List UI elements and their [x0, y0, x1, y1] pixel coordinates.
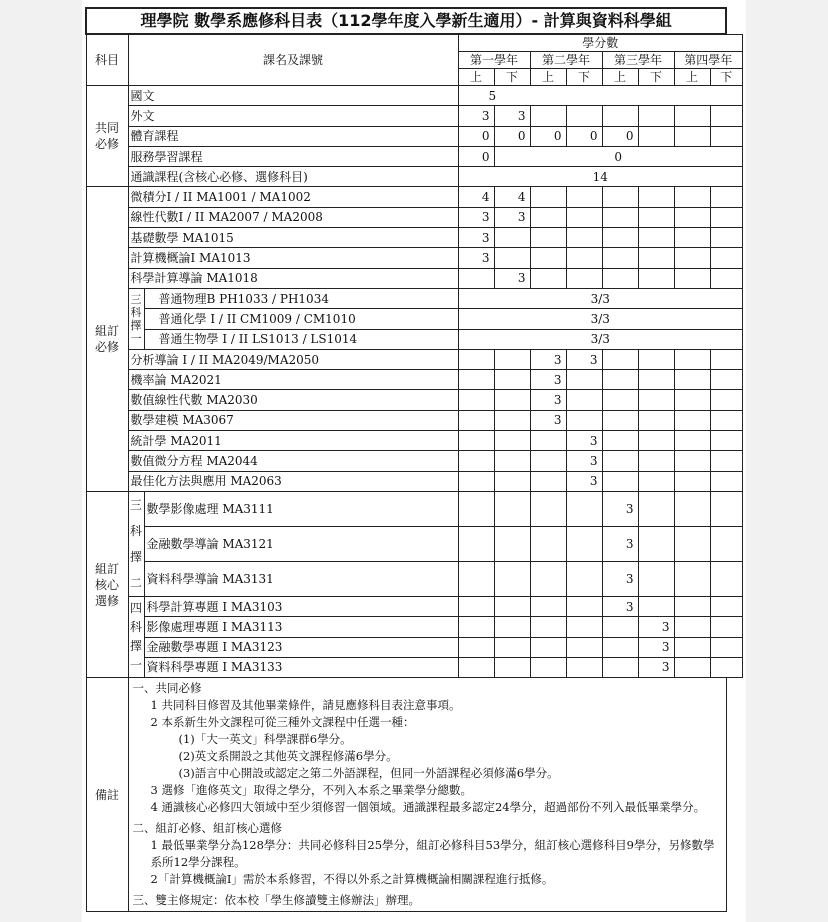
- choose-one-core-label: [128, 596, 144, 677]
- credit-cell: [710, 268, 743, 288]
- credit-cell: [566, 596, 602, 616]
- credit-cell: [494, 431, 530, 451]
- year-header: 第二學年: [530, 52, 602, 69]
- course-name: 資料科學導論 MA3131: [144, 561, 458, 596]
- subject-header: 科目: [86, 34, 128, 86]
- credit-cell: [674, 187, 710, 207]
- course-name: 服務學習課程: [128, 146, 458, 166]
- table-row: [86, 187, 743, 207]
- credit-cell: 3: [494, 106, 530, 126]
- credit-cell: [602, 390, 638, 410]
- credit-cell: [458, 491, 494, 526]
- remark-line: 二、組訂必修、組訂核心選修: [132, 821, 282, 836]
- course-name: 影像處理專題 I MA3113: [144, 617, 458, 637]
- course-name: 普通物理B PH1033 / PH1034: [144, 288, 458, 308]
- table-row: [86, 431, 743, 451]
- credit-cell: [530, 451, 566, 471]
- credit-cell: [602, 410, 638, 430]
- table-row: [86, 451, 743, 471]
- credit-cell: [710, 349, 743, 369]
- choose-two-text: 三科擇二: [130, 497, 143, 590]
- credit-cell: 0: [566, 126, 602, 146]
- course-name: 普通生物學 I / II LS1013 / LS1014: [144, 329, 458, 349]
- credit-cell: [458, 390, 494, 410]
- credit-cell: [674, 106, 710, 126]
- credit-cell: 3: [494, 268, 530, 288]
- credit-cell: 3: [602, 596, 638, 616]
- credit-cell: 3: [566, 431, 602, 451]
- curriculum-table: [85, 7, 743, 912]
- year-header: 第三學年: [602, 52, 674, 69]
- credit-cell: [674, 207, 710, 227]
- credit-cell: [674, 451, 710, 471]
- credit-cell: [638, 431, 674, 451]
- credit-cell: [530, 561, 566, 596]
- remark-line: 2「計算機概論I」需於本系修習，不得以外系之計算機概論相關課程進行抵修。: [150, 872, 554, 887]
- credit-cell: [530, 187, 566, 207]
- credit-cell: [494, 471, 530, 491]
- credit-cell: [494, 410, 530, 430]
- section-label-required: 組訂必修: [86, 187, 128, 491]
- remark-line: 三、雙主修規定：依本校「學生修讀雙主修辦法」辦理。: [132, 893, 420, 908]
- credit-cell: [494, 526, 530, 561]
- credit-cell: [710, 207, 743, 227]
- credit-cell: [674, 657, 710, 677]
- credit-cell: [710, 561, 743, 596]
- semester-header: 上: [602, 69, 638, 86]
- credit-cell: [458, 410, 494, 430]
- credit-cell: [458, 431, 494, 451]
- credit-cell: [530, 431, 566, 451]
- credit-cell: 3: [494, 207, 530, 227]
- credit-cell: [602, 268, 638, 288]
- credit-cell: [458, 451, 494, 471]
- table-row: [86, 370, 743, 390]
- remark-line: 4 通識核心必修四大領域中至少須修習一個領域。通識課程最多認定24學分，超過部份不列入最低畢業學分。: [150, 800, 706, 815]
- credit-cell: [638, 596, 674, 616]
- credit-cell: [710, 637, 743, 657]
- credit-cell: [530, 657, 566, 677]
- credit-cell: [458, 268, 494, 288]
- semester-header: 上: [674, 69, 710, 86]
- remark-line: (2)英文系開設之其他英文課程修滿6學分。: [178, 749, 398, 764]
- credit-cell: [674, 248, 710, 268]
- credit-cell: 3: [638, 637, 674, 657]
- credit-cell: [638, 390, 674, 410]
- credit-cell: 0: [458, 146, 494, 166]
- credit-cell: [530, 268, 566, 288]
- table-row: [86, 349, 743, 369]
- credit-cell: [530, 106, 566, 126]
- course-header: 課名及課號: [128, 34, 458, 86]
- table-row: [86, 146, 743, 166]
- course-name: 金融數學導論 MA3121: [144, 526, 458, 561]
- choose-one-label: 三科擇一: [128, 288, 144, 349]
- credit-cell: [566, 106, 602, 126]
- credit-cell: [602, 471, 638, 491]
- credit-cell: [602, 370, 638, 390]
- credit-cell: [566, 248, 602, 268]
- remark-line: 1 最低畢業學分為128學分：共同必修科目25學分，組訂必修科目53學分，組訂核心選修科目9學分，另修數學系所12學分課程。: [150, 838, 715, 870]
- credit-cell: 0: [458, 126, 494, 146]
- credit-cell: 3: [530, 349, 566, 369]
- course-name: 數學影像處理 MA3111: [144, 491, 458, 526]
- credit-cell: [458, 596, 494, 616]
- credit-cell: 0: [494, 126, 530, 146]
- table-row: [86, 596, 743, 616]
- credit-cell: [674, 491, 710, 526]
- credit-cell: 3: [458, 228, 494, 248]
- credit-cell: [494, 596, 530, 616]
- credit-cell: [674, 596, 710, 616]
- credit-cell: 4: [458, 187, 494, 207]
- credit-cell: [566, 410, 602, 430]
- table-row: [86, 561, 743, 596]
- credit-cell: [638, 370, 674, 390]
- credit-cell: [638, 471, 674, 491]
- semester-header: 上: [530, 69, 566, 86]
- credit-cell: [602, 187, 638, 207]
- credit-cell: [710, 471, 743, 491]
- course-name: 通識課程(含核心必修、選修科目): [128, 167, 458, 187]
- credit-cell: [638, 491, 674, 526]
- course-name: 線性代數I / II MA2007 / MA2008: [128, 207, 458, 227]
- course-name: 科學計算專題 I MA3103: [144, 596, 458, 616]
- credit-cell: [530, 471, 566, 491]
- credit-cell: [674, 561, 710, 596]
- credit-cell: [710, 431, 743, 451]
- credit-cell: [638, 248, 674, 268]
- credit-cell: [458, 370, 494, 390]
- course-name: 國文: [128, 86, 458, 106]
- credit-cell: [458, 657, 494, 677]
- credit-cell: [674, 526, 710, 561]
- credit-cell: [710, 657, 743, 677]
- credit-cell: [602, 349, 638, 369]
- credit-span: 3/3: [458, 288, 743, 308]
- credit-cell: [566, 390, 602, 410]
- table-row: [86, 526, 743, 561]
- credit-cell: [638, 187, 674, 207]
- course-name: 機率論 MA2021: [128, 370, 458, 390]
- credit-cell: [602, 617, 638, 637]
- credit-cell: 3: [602, 491, 638, 526]
- course-name: 外文: [128, 106, 458, 126]
- credit-cell: [494, 657, 530, 677]
- credit-cell: [494, 370, 530, 390]
- choose-two-label: [128, 491, 144, 596]
- table-row: [86, 268, 743, 288]
- credit-cell: [494, 451, 530, 471]
- credit-cell: [710, 248, 743, 268]
- credit-cell: [602, 451, 638, 471]
- credit-cell: [710, 390, 743, 410]
- remark-line: 2 本系新生外文課程可從三種外文課程中任選一種：: [150, 715, 415, 730]
- credit-cell: [602, 431, 638, 451]
- year-header: 第一學年: [458, 52, 530, 69]
- credit-cell: 3: [638, 657, 674, 677]
- table-row: [86, 329, 743, 349]
- credit-cell: 3: [566, 349, 602, 369]
- table-row: [86, 106, 743, 126]
- year-header: 第四學年: [674, 52, 743, 69]
- credit-cell: [494, 349, 530, 369]
- credit-cell: [458, 561, 494, 596]
- credit-cell: [494, 248, 530, 268]
- table-row: [86, 410, 743, 430]
- credit-cell: 3: [530, 370, 566, 390]
- course-name: 數學建模 MA3067: [128, 410, 458, 430]
- choose-one-core-text: 四科擇一: [130, 601, 143, 673]
- remarks-row: [86, 678, 743, 912]
- table-row: [86, 126, 743, 146]
- credit-cell: [674, 410, 710, 430]
- remarks-content: [128, 678, 726, 912]
- remark-line: 一、共同必修: [132, 681, 202, 696]
- section-label-common: 共同必修: [86, 86, 128, 187]
- credit-cell: [674, 637, 710, 657]
- table-row: [86, 471, 743, 491]
- credit-cell: 4: [494, 187, 530, 207]
- credit-cell: [710, 187, 743, 207]
- course-name: 數值線性代數 MA2030: [128, 390, 458, 410]
- remark-line: 1 共同科目修習及其他畢業條件，請見應修科目表注意事項。: [150, 698, 461, 713]
- table-row: [86, 637, 743, 657]
- credit-span: 14: [458, 167, 743, 187]
- course-name: 數值微分方程 MA2044: [128, 451, 458, 471]
- table-row: [86, 228, 743, 248]
- credit-cell: 3: [530, 390, 566, 410]
- table-row: [86, 167, 743, 187]
- credit-cell: [458, 471, 494, 491]
- table-row: [86, 207, 743, 227]
- remark-line: 3 選修「進修英文」取得之學分，不列入本系之畢業學分總數。: [150, 783, 472, 798]
- table-row: [86, 657, 743, 677]
- credit-cell: 3: [458, 106, 494, 126]
- credit-cell: [530, 637, 566, 657]
- table-row: [86, 86, 743, 106]
- credit-cell: [638, 451, 674, 471]
- credit-cell: [566, 268, 602, 288]
- credit-cell: [494, 390, 530, 410]
- remark-line: (3)語言中心開設或認定之第二外語課程，但同一外語課程必須修滿6學分。: [178, 766, 559, 781]
- credit-cell: [674, 617, 710, 637]
- credit-cell: [638, 228, 674, 248]
- credit-cell: [530, 248, 566, 268]
- credit-cell: [566, 637, 602, 657]
- credit-cell: [710, 126, 743, 146]
- credit-cell: [674, 431, 710, 451]
- credit-cell: [638, 561, 674, 596]
- credit-cell: [710, 228, 743, 248]
- credit-cell: [638, 268, 674, 288]
- credit-cell: 0: [530, 126, 566, 146]
- credit-cell: [566, 207, 602, 227]
- credit-cell: [710, 106, 743, 126]
- credit-cell: [674, 471, 710, 491]
- credit-cell: [674, 349, 710, 369]
- credit-cell: 3: [602, 526, 638, 561]
- credit-cell: [602, 657, 638, 677]
- credit-span: 3/3: [458, 309, 743, 329]
- credit-span: 0: [494, 146, 743, 166]
- credit-cell: [530, 596, 566, 616]
- credit-span: 5: [458, 86, 743, 106]
- semester-header: 下: [494, 69, 530, 86]
- credit-cell: [602, 228, 638, 248]
- credit-cell: [602, 637, 638, 657]
- credit-cell: [494, 637, 530, 657]
- credit-cell: [530, 617, 566, 637]
- credit-cell: [710, 491, 743, 526]
- credit-cell: 3: [566, 451, 602, 471]
- semester-header: 下: [566, 69, 602, 86]
- semester-header: 下: [710, 69, 743, 86]
- credit-cell: [674, 126, 710, 146]
- credit-cell: [458, 349, 494, 369]
- semester-header: 下: [638, 69, 674, 86]
- course-name: 體育課程: [128, 126, 458, 146]
- course-name: 基礎數學 MA1015: [128, 228, 458, 248]
- section-label-remarks: 備註: [86, 678, 128, 912]
- credit-cell: [530, 526, 566, 561]
- credit-cell: 0: [602, 126, 638, 146]
- table-row: [86, 617, 743, 637]
- credit-cell: [530, 228, 566, 248]
- credit-cell: [602, 248, 638, 268]
- credit-cell: [566, 187, 602, 207]
- credit-cell: [602, 207, 638, 227]
- credit-cell: [710, 451, 743, 471]
- course-name: 分析導論 I / II MA2049/MA2050: [128, 349, 458, 369]
- credit-cell: [458, 526, 494, 561]
- credit-cell: [638, 410, 674, 430]
- credit-cell: [602, 106, 638, 126]
- credit-cell: [710, 410, 743, 430]
- credit-cell: [638, 349, 674, 369]
- credit-cell: 3: [566, 471, 602, 491]
- section-label-core: 組訂核心選修: [86, 491, 128, 677]
- credit-cell: 3: [458, 248, 494, 268]
- credit-cell: [566, 228, 602, 248]
- remark-line: (1)「大一英文」科學課群6學分。: [178, 732, 352, 747]
- course-name: 資料科學專題 I MA3133: [144, 657, 458, 677]
- credit-cell: [530, 491, 566, 526]
- credit-cell: [494, 228, 530, 248]
- table-row: [86, 288, 743, 308]
- credit-cell: [566, 370, 602, 390]
- course-name: 統計學 MA2011: [128, 431, 458, 451]
- table-row: [86, 491, 743, 526]
- credit-cell: [710, 617, 743, 637]
- credit-cell: [566, 657, 602, 677]
- credit-cell: [674, 268, 710, 288]
- table-row: [86, 309, 743, 329]
- course-name: 微積分I / II MA1001 / MA1002: [128, 187, 458, 207]
- credit-cell: [710, 370, 743, 390]
- credit-cell: [566, 561, 602, 596]
- credit-cell: [638, 126, 674, 146]
- course-name: 計算機概論I MA1013: [128, 248, 458, 268]
- credit-cell: [674, 370, 710, 390]
- table-row: [86, 248, 743, 268]
- table-title: 理學院 數學系應修科目表（112學年度入學新生適用）- 計算與資料科學組: [86, 8, 726, 34]
- course-name: 科學計算導論 MA1018: [128, 268, 458, 288]
- table-row: [86, 390, 743, 410]
- credit-cell: 3: [638, 617, 674, 637]
- credit-cell: [494, 491, 530, 526]
- credit-cell: [494, 561, 530, 596]
- credit-cell: 3: [530, 410, 566, 430]
- credit-cell: [710, 596, 743, 616]
- credit-cell: [674, 228, 710, 248]
- credit-cell: [530, 207, 566, 227]
- credit-cell: 3: [602, 561, 638, 596]
- credit-cell: [566, 617, 602, 637]
- credit-cell: [638, 207, 674, 227]
- course-name: 普通化學 I / II CM1009 / CM1010: [144, 309, 458, 329]
- semester-header: 上: [458, 69, 494, 86]
- course-name: 金融數學專題 I MA3123: [144, 637, 458, 657]
- credit-cell: [566, 491, 602, 526]
- credits-header: 學分數: [458, 34, 743, 52]
- credit-cell: [638, 106, 674, 126]
- credit-cell: [638, 526, 674, 561]
- credit-cell: 3: [458, 207, 494, 227]
- credit-cell: [458, 617, 494, 637]
- credit-cell: [566, 526, 602, 561]
- credit-cell: [494, 617, 530, 637]
- credit-cell: [458, 637, 494, 657]
- credit-cell: [710, 526, 743, 561]
- credit-cell: [674, 390, 710, 410]
- course-name: 最佳化方法與應用 MA2063: [128, 471, 458, 491]
- credit-span: 3/3: [458, 329, 743, 349]
